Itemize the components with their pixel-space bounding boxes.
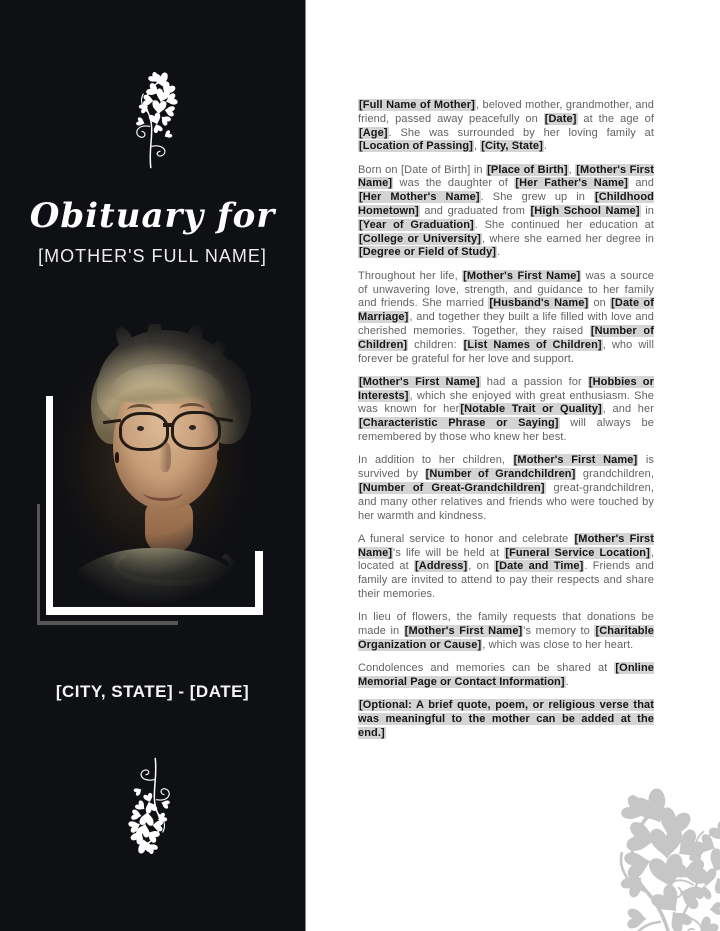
- city-state-date-line: [CITY, STATE] - [DATE]: [55, 682, 250, 701]
- placeholder-field: [Mother's First Name]: [513, 454, 638, 467]
- placeholder-field: [Hobbies or Interests]: [358, 375, 655, 402]
- placeholder-field: [Number of Grandchildren]: [425, 468, 576, 481]
- text-run: .: [543, 140, 548, 153]
- text-run: .: [497, 246, 501, 259]
- placeholder-field: [Date]: [544, 112, 577, 125]
- text-run: , which was close to her heart.: [482, 638, 634, 651]
- placeholder-field: [Year of Graduation]: [359, 218, 474, 231]
- placeholder-field: [Mother's First Name]: [358, 532, 654, 559]
- placeholder-field: [Mother's First Name]: [359, 375, 480, 388]
- paragraph: [358, 376, 654, 445]
- placeholder-field: [Date and Time]: [495, 560, 584, 573]
- placeholder-field: [Mother's First Name]: [358, 163, 655, 190]
- placeholder-field: [List Names of Children]: [463, 338, 602, 351]
- paragraph: [358, 611, 654, 652]
- text-run: on: [589, 297, 611, 310]
- content-panel: [306, 0, 720, 931]
- photo-frame-shadow: [37, 621, 178, 625]
- text-run: 's memory to: [523, 625, 595, 638]
- text-run: , beloved mother, grandmother, and friend, passed away peacefully on: [358, 99, 654, 125]
- obituary-text: [358, 99, 654, 750]
- text-run: In addition to her children,: [358, 454, 513, 467]
- text-run: had a passion for: [480, 375, 588, 388]
- placeholder-field: [Full Name of Mother]: [359, 99, 475, 111]
- floral-ornament-bottom-icon: [102, 756, 206, 862]
- mother-portrait-photo: [35, 324, 270, 634]
- obituary-for-heading: Obituary for: [29, 196, 276, 236]
- placeholder-field: [Online Memorial Page or Contact Information]: [358, 662, 654, 688]
- paragraph: [358, 164, 654, 261]
- text-run: . She was surrounded by her loving family at: [388, 126, 654, 139]
- text-run: , located at: [358, 546, 654, 573]
- sidebar-panel: [0, 0, 306, 931]
- text-run: , which she enjoyed with great enthusiasm. She was known for her: [358, 389, 654, 416]
- placeholder-field: [Her Father's Name]: [515, 177, 628, 190]
- placeholder-field: [Charitable Organization or Cause]: [358, 625, 654, 651]
- text-run: . She continued her education at: [474, 218, 654, 231]
- placeholder-field: [Place of Birth]: [487, 163, 568, 176]
- placeholder-field: [Address]: [415, 560, 468, 573]
- photo-frame: [255, 551, 263, 615]
- placeholder-field: [Funeral Service Location]: [505, 546, 650, 559]
- text-run: was a source of unwavering love, strength, and guidance to her family and friends. She married: [358, 269, 655, 310]
- paragraph: [358, 270, 654, 367]
- text-run: , and together they built a life filled with love and cherished memories. Together, they raised: [358, 311, 654, 337]
- text-run: 's life will be held at: [393, 546, 505, 559]
- text-run: at the age of: [577, 112, 655, 125]
- paragraph: [358, 99, 654, 154]
- placeholder-field: [Mother's First Name]: [463, 269, 581, 282]
- placeholder-field: [College or University]: [359, 232, 481, 245]
- text-run: , on: [468, 560, 495, 573]
- placeholder-field: [Optional: A brief quote, poem, or religious verse that was meaningful to the mother can be added at the end.]: [358, 699, 654, 739]
- text-run: children:: [408, 338, 463, 351]
- text-run: , where she earned her degree in: [481, 232, 654, 245]
- paragraph: [358, 699, 654, 740]
- text-run: grandchildren,: [576, 468, 655, 481]
- text-run: was the daughter of: [393, 177, 515, 190]
- placeholder-field: [Age]: [359, 126, 388, 139]
- paragraph: [358, 533, 654, 602]
- photo-vignette: [35, 324, 270, 634]
- text-run: and: [628, 177, 654, 190]
- floral-ornament-corner-icon: [545, 748, 720, 931]
- placeholder-field: [Mother's First Name]: [404, 625, 523, 638]
- photo-frame: [46, 607, 263, 615]
- text-run: will always be remembered by those who knew her best.: [358, 417, 654, 444]
- placeholder-field: [Notable Trait or Quality]: [460, 403, 602, 416]
- text-run: Throughout her life,: [358, 269, 463, 282]
- mother-full-name-placeholder: [MOTHER'S FULL NAME]: [38, 246, 267, 266]
- text-run: In lieu of flowers, the family requests that donations be made in: [358, 611, 654, 638]
- text-run: ,: [568, 163, 576, 176]
- placeholder-field: [Number of Children]: [358, 324, 654, 351]
- photo-frame: [46, 396, 53, 615]
- placeholder-field: [City, State]: [481, 140, 543, 153]
- placeholder-field: [Number of Great-Grandchildren]: [359, 481, 545, 494]
- text-run: .: [565, 675, 569, 688]
- text-run: . Friends and family are invited to attend to pay their respects and share their memories.: [358, 560, 655, 600]
- paragraph: [358, 454, 654, 523]
- text-run: Born on [Date of Birth] in: [358, 163, 487, 176]
- placeholder-field: [Characteristic Phrase or Saying]: [359, 417, 559, 430]
- placeholder-field: [High School Name]: [530, 205, 640, 218]
- placeholder-field: [Husband's Name]: [489, 297, 589, 310]
- text-run: great-grandchildren, and many other relatives and friends who were touched by her warmth and kindness.: [358, 481, 655, 522]
- text-run: Condolences and memories can be shared at: [358, 662, 615, 675]
- text-run: ,: [473, 140, 481, 153]
- placeholder-field: [Her Mother's Name]: [359, 191, 480, 204]
- text-run: , who will forever be grateful for her love and support.: [358, 338, 655, 365]
- placeholder-field: [Degree or Field of Study]: [359, 246, 497, 259]
- text-run: in: [640, 205, 654, 218]
- text-run: , and her: [602, 403, 654, 416]
- text-run: A funeral service to honor and celebrate: [358, 532, 574, 545]
- text-run: . She grew up in: [480, 191, 594, 204]
- text-run: and graduated from: [419, 205, 530, 218]
- floral-ornament-top-icon: [100, 64, 204, 170]
- placeholder-field: [Childhood Hometown]: [358, 191, 654, 218]
- paragraph: [358, 662, 654, 690]
- placeholder-field: [Location of Passing]: [359, 140, 473, 153]
- text-run: is survived by: [358, 454, 654, 481]
- placeholder-field: [Date of Marriage]: [358, 297, 654, 324]
- photo-frame-shadow: [37, 504, 40, 625]
